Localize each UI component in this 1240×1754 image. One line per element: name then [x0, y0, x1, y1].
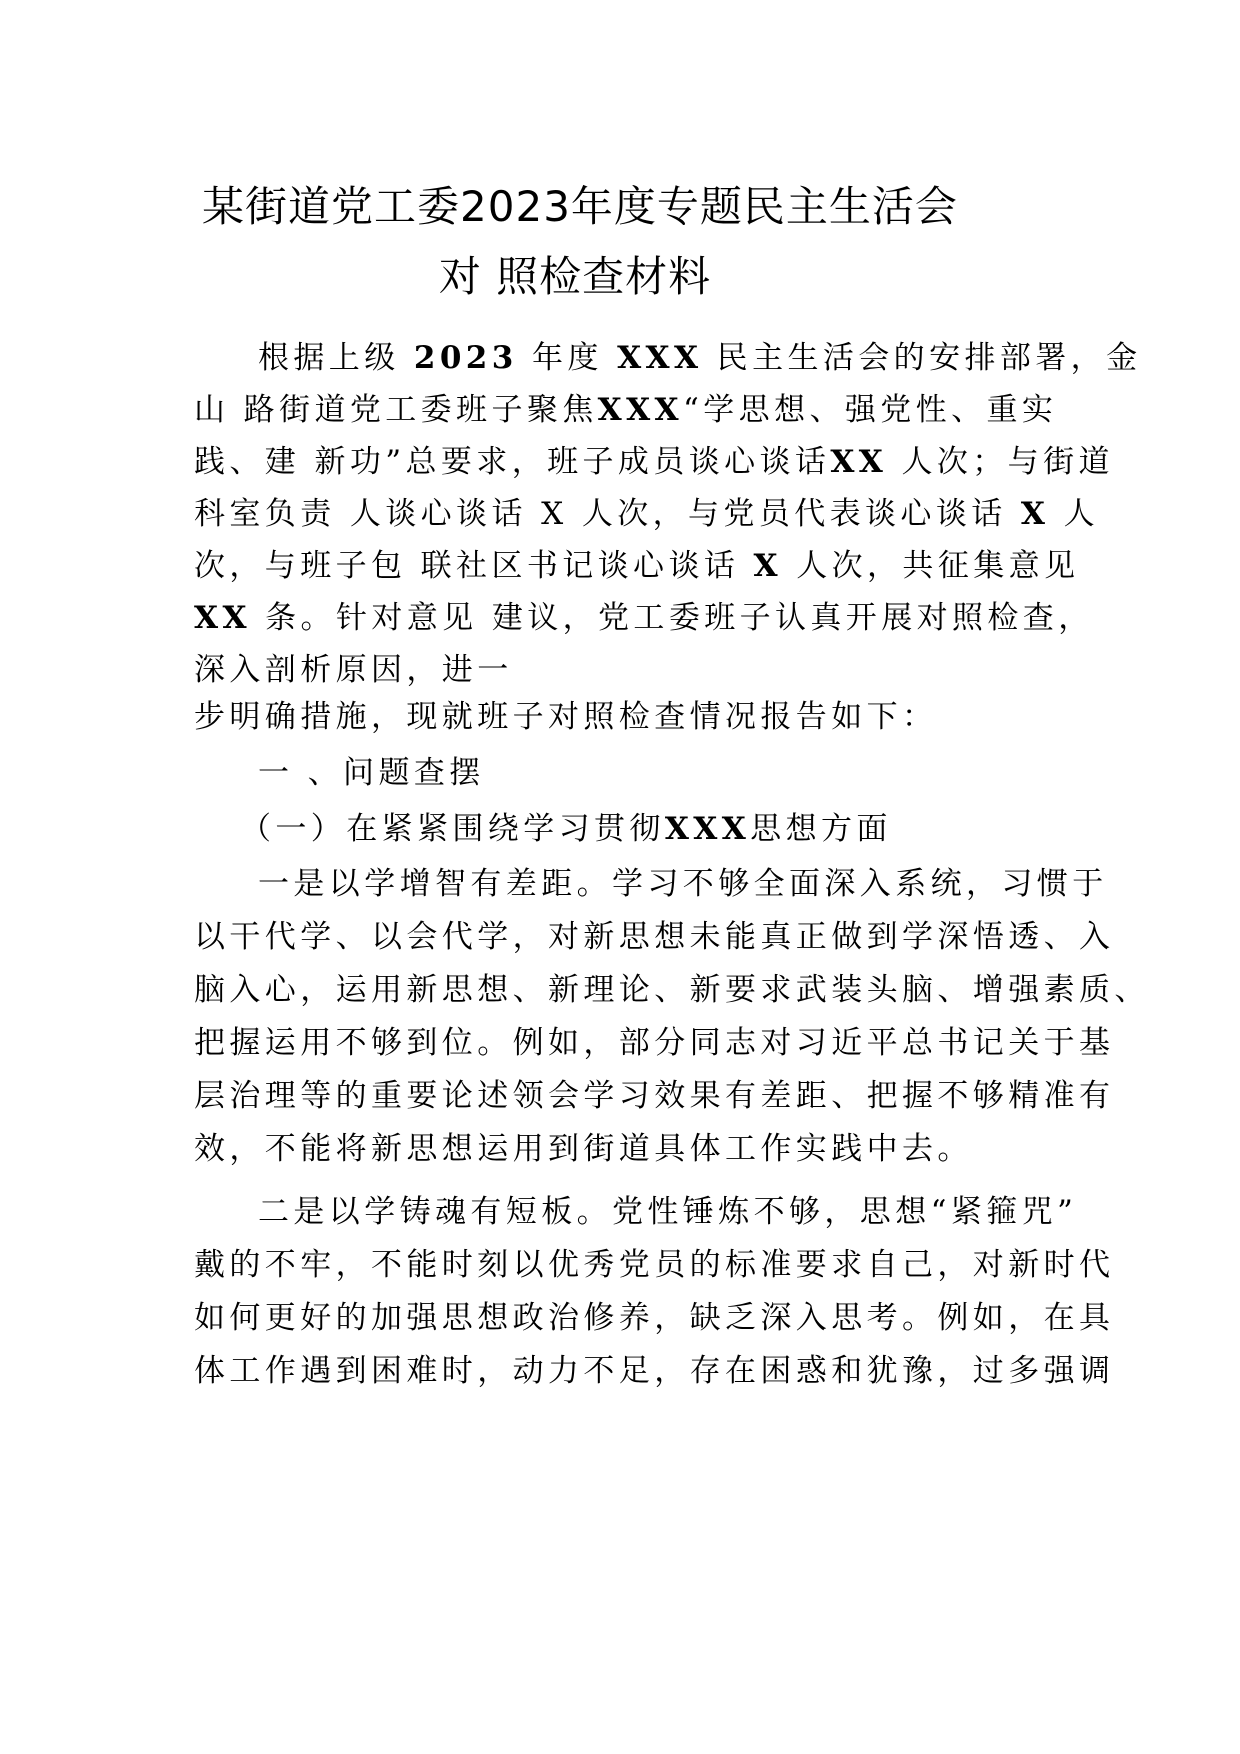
- intro-line-bold-text: X: [1020, 496, 1050, 532]
- intro-line-text: 人次；与街道: [887, 444, 1114, 480]
- subsection-heading-text: 思想方面: [750, 811, 892, 847]
- paragraph-line: 一是以学增智有差距。学习不够全面深入系统，习惯于: [258, 866, 1108, 902]
- intro-line: [258, 340, 1142, 376]
- intro-line: [194, 600, 1094, 636]
- paragraph-line: 效，不能将新思想运用到街道具体工作实践中去。: [194, 1131, 973, 1167]
- intro-line-text: 践、建 新功”总要求，班子成员谈心谈话: [194, 444, 831, 480]
- paragraph-line: 把握运用不够到位。例如，部分同志对习近平总书记关于基: [194, 1025, 1115, 1061]
- intro-line: [194, 496, 1099, 532]
- document-title-line-1: 某街道党工委2023年度专题民主生活会: [202, 182, 958, 231]
- intro-line-text: 人次，共征集意见: [781, 548, 1080, 584]
- intro-line-text: 条。针对意见 建议，党工委班子认真开展对照检查，: [250, 600, 1094, 636]
- intro-line-text: 次，与班子包 联社区书记谈心谈话: [194, 548, 754, 584]
- paragraph-line: 如何更好的加强思想政治修养，缺乏深入思考。例如，在具: [194, 1300, 1115, 1336]
- intro-line-bold-text: X: [753, 548, 782, 584]
- intro-line-bold-text: 2023: [413, 340, 518, 376]
- subsection-heading-bold-text: XXX: [664, 811, 751, 847]
- intro-line-text: 人: [1049, 496, 1099, 532]
- intro-line-text: 年度: [517, 340, 618, 376]
- intro-line: [194, 548, 1080, 584]
- paragraph-line: 戴的不牢，不能时刻以优秀党员的标准要求自己，对新时代: [194, 1247, 1115, 1283]
- intro-line-text: 步明确措施，现就班子对照检查情况报告如下：: [194, 699, 938, 735]
- paragraph-line: 以干代学、以会代学，对新思想未能真正做到学深悟透、入: [194, 919, 1115, 955]
- intro-line-bold-text: XX: [194, 600, 251, 636]
- subsection-heading-text: （一）在紧紧围绕学习贯彻: [240, 811, 665, 847]
- section-heading: 一 、问题查摆: [258, 755, 485, 791]
- intro-line: [194, 699, 938, 735]
- paragraph-line: 二是以学铸魂有短板。党性锤炼不够，思想“紧箍咒”: [258, 1194, 1078, 1230]
- paragraph-line: 体工作遇到困难时，动力不足，存在困惑和犹豫，过多强调: [194, 1353, 1115, 1389]
- intro-line: [194, 652, 513, 688]
- intro-line-bold-text: XXX: [617, 340, 703, 376]
- intro-line-bold-text: XXX: [597, 392, 684, 428]
- intro-line: [194, 444, 1114, 480]
- intro-line-bold-text: XX: [830, 444, 888, 480]
- paragraph-line: 层治理等的重要论述领会学习效果有差距、把握不够精准有: [194, 1078, 1115, 1114]
- document-title-line-2: 对 照检查材料: [438, 252, 712, 301]
- paragraph-line: 脑入心，运用新思想、新理论、新要求武装头脑、增强素质、: [194, 972, 1150, 1008]
- intro-line-text: 深入剖析原因，进一: [194, 652, 513, 688]
- intro-line-text: 山 路街道党工委班子聚焦: [194, 392, 598, 428]
- intro-line-text: “学思想、强党性、重实: [683, 392, 1058, 428]
- intro-line-text: 根据上级: [258, 340, 414, 376]
- intro-line: [194, 392, 1058, 428]
- intro-line-text: 科室负责 人谈心谈话 X 人次，与党员代表谈心谈话: [194, 496, 1021, 532]
- subsection-heading: [240, 811, 892, 847]
- intro-line-text: 民主生活会的安排部署，金: [702, 340, 1142, 376]
